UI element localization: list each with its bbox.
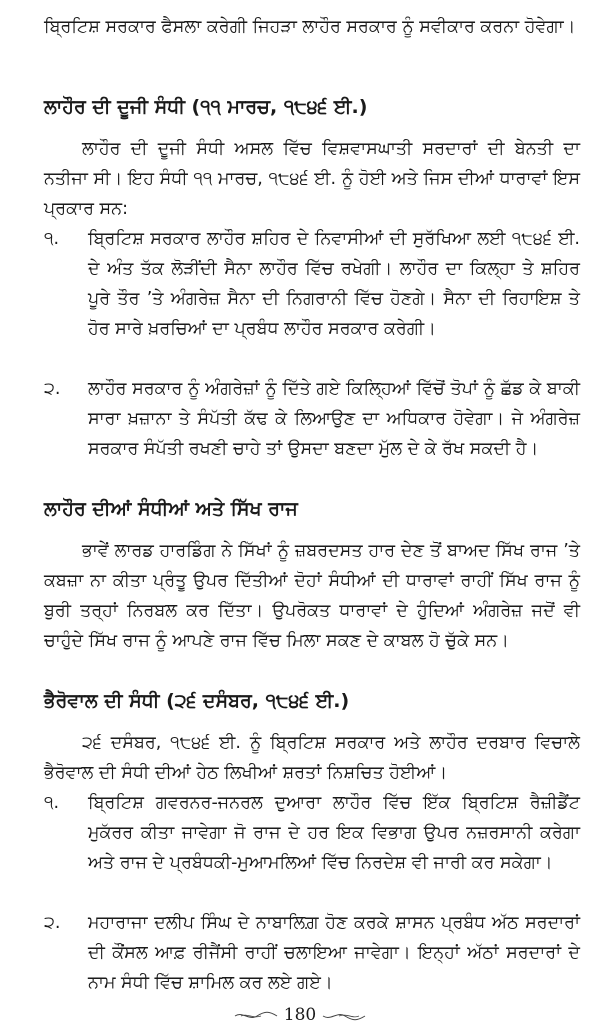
section-heading-treaties-and-sikh-rule: ਲਾਹੌਰ ਦੀਆਂ ਸੰਧੀਆਂ ਅਤੇ ਸਿੱਖ ਰਾਜ	[44, 498, 298, 520]
list-item-text: ਮਹਾਰਾਜਾ ਦਲੀਪ ਸਿੰਘ ਦੇ ਨਾਬਾਲਿਗ਼ ਹੋਣ ਕਰਕੇ ਸ਼ਾਸਨ ਪ੍ਰਬੰਧ ਅੱਠ ਸਰਦਾਰਾਂ ਦੀ ਕੌਂਸਲ ਆਫ਼ ਰੀਜੈਂਸੀ ਰਾਹੀਂ ਚਲਾਇਆ ਜਾਵੇਗਾ। ਇਨ੍ਹਾਂ ਅੱਠਾਂ ਸਰਦਾਰਾਂ ਦੇ ਨਾਮ ਸੰਧੀ ਵਿੱਚ ਸ਼ਾਮਿਲ ਕਰ ਲਏ ਗਏ।	[88, 913, 580, 993]
list-item-text: ਬ੍ਰਿਟਿਸ਼ ਗਵਰਨਰ-ਜਨਰਲ ਦੁਆਰਾ ਲਾਹੌਰ ਵਿੱਚ ਇੱਕ ਬ੍ਰਿਟਿਸ਼ ਰੈਜ਼ੀਡੈਂਟ ਮੁਕੱਰਰ ਕੀਤਾ ਜਾਵੇਗਾ ਜੋ ਰਾਜ ਦੇ ਹਰ ਇਕ ਵਿਭਾਗ ਉਪਰ ਨਜ਼ਰਸਾਨੀ ਕਰੇਗਾ ਅਤੇ ਰਾਜ ਦੇ ਪ੍ਰਬੰਧਕੀ-ਮੁਆਮਲਿਆਂ ਵਿੱਚ ਨਿਰਦੇਸ਼ ਵੀ ਜਾਰੀ ਕਰ ਸਕੇਗਾ।	[88, 793, 580, 873]
paragraph-treaties-and-sikh-rule: ਭਾਵੇਂ ਲਾਰਡ ਹਾਰਡਿੰਗ ਨੇ ਸਿੱਖਾਂ ਨੂੰ ਜ਼ਬਰਦਸਤ ਹਾਰ ਦੇਣ ਤੋਂ ਬਾਅਦ ਸਿੱਖ ਰਾਜ ’ਤੇ ਕਬਜ਼ਾ ਨਾ ਕੀਤਾ ਪ੍ਰੰਤੂ ਉਪਰ ਦਿੱਤੀਆਂ ਦੋਹਾਂ ਸੰਧੀਆਂ ਦੀ ਧਾਰਾਵਾਂ ਰਾਹੀਂ ਸਿੱਖ ਰਾਜ ਨੂੰ ਬੁਰੀ ਤਰ੍ਹਾਂ ਨਿਰਬਲ ਕਰ ਦਿੱਤਾ। ਉਪਰੋਕਤ ਧਾਰਾਵਾਂ ਦੇ ਹੁੰਦਿਆਂ ਅੰਗਰੇਜ਼ ਜਦੋਂ ਵੀ ਚਾਹੁੰਦੇ ਸਿੱਖ ਰਾਜ ਨੂੰ ਆਪਣੇ ਰਾਜ ਵਿੱਚ ਮਿਲਾ ਸਕਣ ਦੇ ਕਾਬਲ ਹੋ ਚੁੱਕੇ ਸਨ।	[44, 541, 580, 651]
paragraph-second-treaty: ਲਾਹੌਰ ਦੀ ਦੂਜੀ ਸੰਧੀ ਅਸਲ ਵਿੱਚ ਵਿਸ਼ਵਾਸਘਾਤੀ ਸਰਦਾਰਾਂ ਦੀ ਬੇਨਤੀ ਦਾ ਨਤੀਜਾ ਸੀ। ਇਹ ਸੰਧੀ ੧੧ ਮਾਰਚ, ੧੮੪੬ ਈ. ਨੂੰ ਹੋਈ ਅਤੇ ਜਿਸ ਦੀਆਂ ਧਾਰਾਵਾਂ ਇਸ ਪ੍ਰਕਾਰ ਸਨ:	[44, 139, 580, 219]
list-item-number: ੧.	[44, 229, 60, 249]
list-item	[44, 224, 580, 344]
list-item-text: ਬ੍ਰਿਟਿਸ਼ ਸਰਕਾਰ ਲਾਹੌਰ ਸ਼ਹਿਰ ਦੇ ਨਿਵਾਸੀਆਂ ਦੀ ਸੁਰੱਖਿਆ ਲਈ ੧੮੪੬ ਈ. ਦੇ ਅੰਤ ਤੱਕ ਲੋੜੀਂਦੀ ਸੈਨਾ ਲਾਹੌਰ ਵਿੱਚ ਰਖੇਗੀ। ਲਾਹੌਰ ਦਾ ਕਿਲ੍ਹਾ ਤੇ ਸ਼ਹਿਰ ਪੂਰੇ ਤੌਰ ’ਤੇ ਅੰਗਰੇਜ਼ ਸੈਨਾ ਦੀ ਨਿਗਰਾਨੀ ਵਿੱਚ ਹੋਣਗੇ। ਸੈਨਾ ਦੀ ਰਿਹਾਇਸ਼ ਤੇ ਹੋਰ ਸਾਰੇ ਖ਼ਰਚਿਆਂ ਦਾ ਪ੍ਰਬੰਧ ਲਾਹੌਰ ਸਰਕਾਰ ਕਰੇਗੀ।	[88, 229, 580, 339]
list-item-number: ੨.	[44, 913, 61, 933]
list-item	[44, 908, 580, 998]
section-heading-bhairowal-treaty: ਭੈਰੋਵਾਲ ਦੀ ਸੰਧੀ (੨੬ ਦਸੰਬਰ, ੧੮੪੬ ਈ.)	[44, 690, 350, 712]
page-number: 180	[283, 1005, 317, 1025]
list-item-text: ਲਾਹੌਰ ਸਰਕਾਰ ਨੂੰ ਅੰਗਰੇਜ਼ਾਂ ਨੂੰ ਦਿੱਤੇ ਗਏ ਕਿਲ੍ਹਿਆਂ ਵਿੱਚੋਂ ਤੋਪਾਂ ਨੂੰ ਛੱਡ ਕੇ ਬਾਕੀ ਸਾਰਾ ਖ਼ਜ਼ਾਨਾ ਤੇ ਸੰਪੱਤੀ ਕੱਢ ਕੇ ਲਿਆਉਣ ਦਾ ਅਧਿਕਾਰ ਹੋਵੇਗਾ। ਜੇ ਅੰਗਰੇਜ਼ ਸਰਕਾਰ ਸੰਪੱਤੀ ਰਖਣੀ ਚਾਹੇ ਤਾਂ ਉਸਦਾ ਬਣਦਾ ਮੁੱਲ ਦੇ ਕੇ ਰੱਖ ਸਕਦੀ ਹੈ।	[88, 379, 580, 459]
list-item	[44, 374, 580, 464]
left-ornament-icon	[233, 1010, 279, 1022]
list-item-number: ੧.	[44, 793, 60, 813]
list-item-number: ੨.	[44, 379, 61, 399]
section-heading-second-treaty: ਲਾਹੌਰ ਦੀ ਦੂਜੀ ਸੰਧੀ (੧੧ ਮਾਰਚ, ੧੮੪੬ ਈ.)	[44, 96, 368, 118]
page-footer	[0, 1000, 600, 1030]
list-item	[44, 788, 580, 878]
right-ornament-icon	[321, 1010, 367, 1022]
intro-paragraph: ਬ੍ਰਿਟਿਸ਼ ਸਰਕਾਰ ਫੈਸਲਾ ਕਰੇਗੀ ਜਿਹੜਾ ਲਾਹੌਰ ਸਰਕਾਰ ਨੂੰ ਸਵੀਕਾਰ ਕਰਨਾ ਹੋਵੇਗਾ।	[44, 17, 576, 37]
paragraph-bhairowal-treaty: ੨੬ ਦਸੰਬਰ, ੧੮੪੬ ਈ. ਨੂੰ ਬ੍ਰਿਟਿਸ਼ ਸਰਕਾਰ ਅਤੇ ਲਾਹੌਰ ਦਰਬਾਰ ਵਿਚਾਲੇ ਭੈਰੋਵਾਲ ਦੀ ਸੰਧੀ ਦੀਆਂ ਹੇਠ ਲਿਖੀਆਂ ਸ਼ਰਤਾਂ ਨਿਸ਼ਚਿਤ ਹੋਈਆਂ।	[44, 733, 580, 783]
